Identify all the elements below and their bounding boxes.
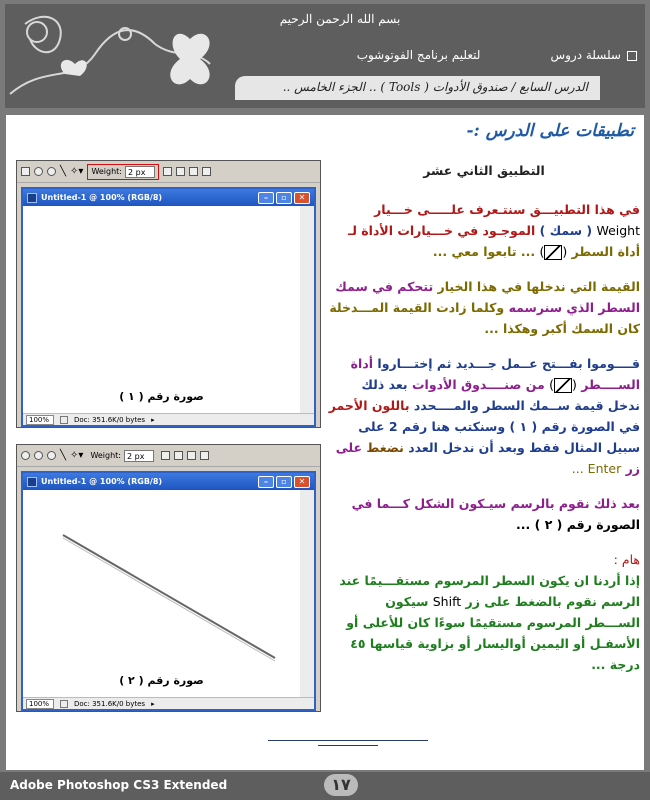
floral-ornament-icon bbox=[5, 4, 235, 108]
document-canvas[interactable] bbox=[23, 490, 314, 697]
paragraph-4: بعد ذلك نقوم بالرسم سيـكون الشكل كـــما في الصورة رقم ( ٢ ) ... bbox=[351, 496, 640, 532]
intersect-icon[interactable] bbox=[187, 451, 196, 460]
document-window bbox=[21, 187, 316, 427]
document-titlebar[interactable] bbox=[23, 473, 314, 490]
footer-bar bbox=[0, 772, 650, 800]
divider-line bbox=[268, 740, 428, 741]
status-bar bbox=[23, 697, 314, 709]
line-tool-icon[interactable]: ╲ bbox=[60, 450, 67, 461]
series-label: سلسلة دروس bbox=[550, 48, 637, 62]
doc-info: Doc: 351.6K/0 bytes bbox=[74, 415, 146, 424]
weight-label: Weight: bbox=[90, 451, 122, 460]
shape-ellipse-icon[interactable] bbox=[34, 167, 43, 176]
doc-info: Doc: 351.6K/0 bytes bbox=[74, 699, 146, 708]
weight-field-highlight bbox=[87, 164, 159, 180]
status-menu-arrow-icon[interactable]: ▸ bbox=[151, 699, 155, 708]
app-name: Adobe Photoshop CS3 Extended bbox=[10, 778, 228, 792]
minimize-button[interactable]: – bbox=[258, 476, 274, 488]
paragraph-1: في هذا التطبيـــق سنتـعرف علـــــى خـــيار Weight ( سمك ) الموجـود في خـــيارات الأداة لـ أداة السطر () ... تابعوا معي ... bbox=[347, 202, 640, 259]
maximize-button[interactable]: ▫ bbox=[276, 476, 292, 488]
exercise-heading: التطبيق الثاني عشر bbox=[423, 163, 545, 178]
status-icon bbox=[60, 416, 68, 424]
drawn-line bbox=[23, 490, 303, 697]
exclude-icon[interactable] bbox=[200, 451, 209, 460]
bullet-square-icon bbox=[627, 51, 637, 61]
bismillah-text: بسم الله الرحمن الرحيم bbox=[279, 12, 401, 26]
lesson-title: الدرس السابع / صندوق الأدوات ( Tools ) .. الجزء الخامس .. bbox=[235, 76, 600, 100]
zoom-field[interactable]: 100% bbox=[26, 415, 54, 425]
divider-line-short bbox=[318, 745, 378, 746]
weight-input[interactable]: 2 px bbox=[124, 450, 154, 462]
weight-field bbox=[87, 449, 157, 463]
photoshop-screenshot-1 bbox=[16, 160, 321, 428]
line-tool-icon[interactable]: ╲ bbox=[60, 166, 67, 177]
figure-caption: صورة رقم ( ١ ) bbox=[119, 390, 204, 403]
intersect-icon[interactable] bbox=[189, 167, 198, 176]
options-bar bbox=[17, 161, 320, 183]
document-title: Untitled-1 @ 100% (RGB/8) bbox=[41, 193, 163, 202]
minimize-button[interactable]: – bbox=[258, 192, 274, 204]
photoshop-screenshot-2 bbox=[16, 444, 321, 712]
shape-polygon-icon[interactable] bbox=[47, 451, 56, 460]
custom-shape-icon[interactable]: ✧▾ bbox=[70, 450, 84, 461]
document-canvas[interactable] bbox=[23, 206, 314, 413]
custom-shape-icon[interactable]: ✧▾ bbox=[70, 166, 84, 177]
weight-label: Weight: bbox=[91, 167, 123, 176]
document-window bbox=[21, 471, 316, 711]
document-title: Untitled-1 @ 100% (RGB/8) bbox=[41, 477, 163, 486]
paragraph-2: القيمة التي ندخلها في هذا الخيار تتحكم في سمك السطر الذي سنرسمه وكلما زادت القيمة المـــدخلة كان السمك أكبر وهكذا ... bbox=[329, 279, 640, 336]
subtract-icon[interactable] bbox=[176, 167, 185, 176]
status-bar bbox=[23, 413, 314, 425]
combine-icon[interactable] bbox=[163, 167, 172, 176]
page-number: ١٧ bbox=[324, 774, 358, 796]
options-bar bbox=[17, 445, 320, 467]
close-button[interactable]: ✕ bbox=[294, 476, 310, 488]
paragraph-5: هام : إذا أردنا ان يكون السطر المرسوم مستقـــيمًا عند الرسم نقوم بالضغط على زر Shift سيكون الســـطر المرسوم مستقيمًا سوءًا كان للأعلى أو الأسفـل أو اليمين أواليسار أو بزاوية قياسها ٤٥ درجة ... bbox=[328, 549, 640, 675]
header-banner bbox=[5, 4, 645, 108]
important-label: هام : bbox=[613, 552, 640, 567]
status-menu-arrow-icon[interactable]: ▸ bbox=[151, 415, 155, 424]
shape-circle-icon[interactable] bbox=[47, 167, 56, 176]
line-tool-icon bbox=[554, 378, 572, 393]
close-button[interactable]: ✕ bbox=[294, 192, 310, 204]
shape-ellipse-icon[interactable] bbox=[21, 451, 30, 460]
combine-icon[interactable] bbox=[161, 451, 170, 460]
zoom-field[interactable]: 100% bbox=[26, 699, 54, 709]
section-title: تطبيقات على الدرس :- bbox=[466, 121, 634, 141]
maximize-button[interactable]: ▫ bbox=[276, 192, 292, 204]
exclude-icon[interactable] bbox=[202, 167, 211, 176]
content-panel bbox=[6, 115, 644, 770]
series-line bbox=[357, 48, 637, 62]
new-selection-icon[interactable] bbox=[21, 167, 30, 176]
series-title: لتعليم برنامج الفوتوشوب bbox=[356, 48, 481, 62]
document-titlebar[interactable] bbox=[23, 189, 314, 206]
line-tool-icon bbox=[544, 245, 562, 260]
subtract-icon[interactable] bbox=[174, 451, 183, 460]
lesson-text bbox=[328, 160, 640, 689]
weight-input[interactable]: 2 px bbox=[125, 166, 155, 178]
shape-circle-icon[interactable] bbox=[34, 451, 43, 460]
status-icon bbox=[60, 700, 68, 708]
paragraph-3: قــــوموا بفـــتح عــمل جـــديد ثم إختـــاروا أداة الســــطر () من صنــــدوق الأدوات بعد ذلك ندخل قيمة ســمك السطر والمــــحدد باللون الأحمر في الصورة رقم ( ١ ) وسنكتب هنا رقم 2 على سبيل المثال فقط وبعد أن ندخل العدد نضغط على زر Enter ... bbox=[328, 356, 640, 476]
ps-document-icon bbox=[27, 477, 37, 487]
figure-caption: صورة رقم ( ٢ ) bbox=[119, 674, 204, 687]
ps-document-icon bbox=[27, 193, 37, 203]
